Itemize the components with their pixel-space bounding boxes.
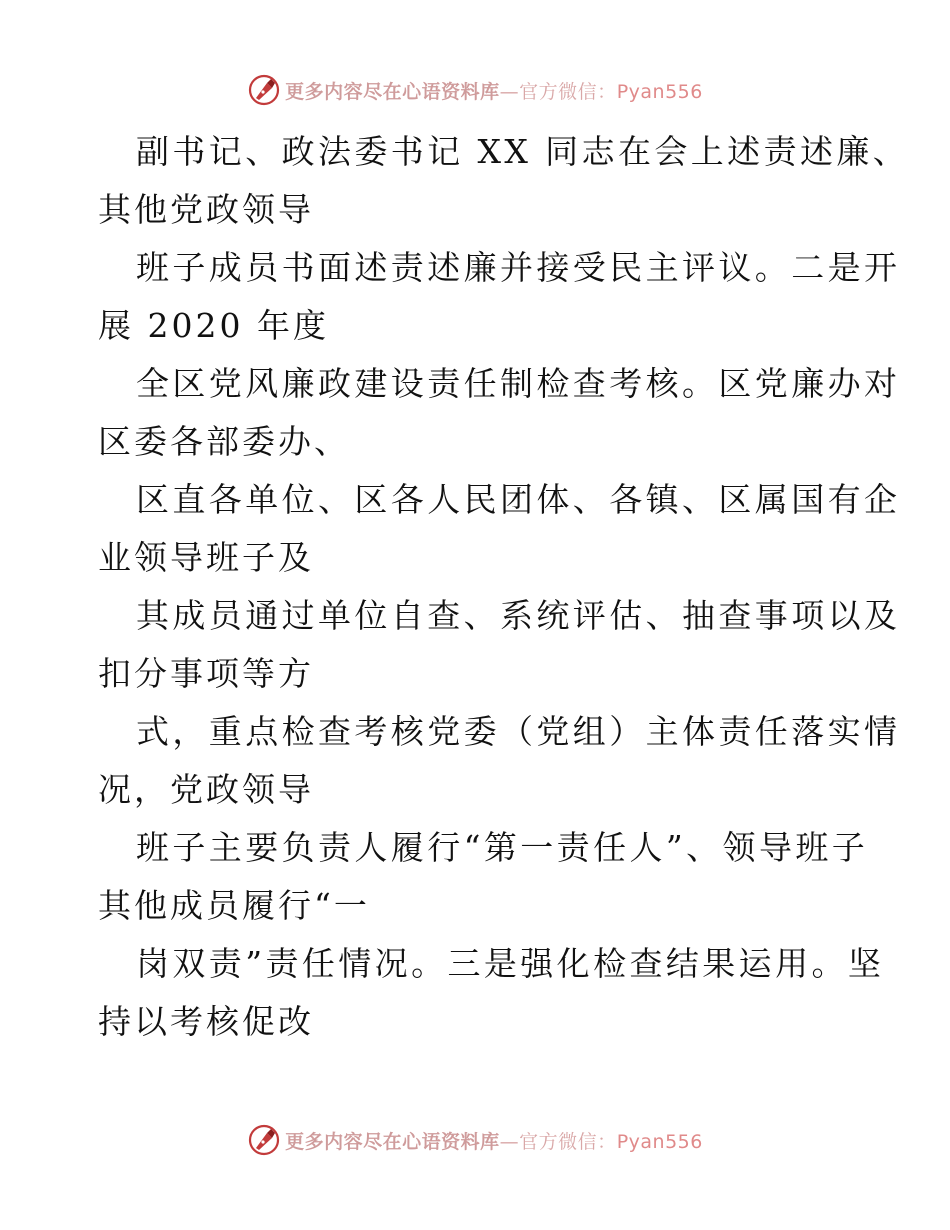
- body-line: 况，党政领导: [98, 770, 314, 809]
- watermark-text: [285, 77, 703, 104]
- watermark-wechat-id: Pyan556: [616, 1130, 703, 1153]
- pen-nib-logo-icon: [247, 73, 281, 107]
- footer-watermark: [0, 1120, 950, 1160]
- body-line: 岗双责”责任情况。三是强化检查结果运用。坚: [136, 944, 885, 983]
- watermark-text: [285, 1127, 703, 1154]
- body-line: 班子成员书面述责述廉并接受民主评议。二是开: [136, 248, 901, 287]
- body-line: 区委各部委办、: [98, 422, 350, 461]
- body-line: 其他成员履行“一: [98, 886, 370, 925]
- body-line: 展 2020 年度: [98, 306, 329, 345]
- watermark-wechat-label: 官方微信：: [519, 80, 617, 103]
- watermark-wechat-label: 官方微信：: [519, 1130, 617, 1153]
- header-watermark: [0, 70, 950, 110]
- body-line: 其他党政领导: [98, 190, 314, 229]
- document-body: [98, 123, 910, 1051]
- body-line: 副书记、政法委书记 XX 同志在会上述责述廉、: [136, 132, 910, 171]
- watermark-wechat-id: Pyan556: [616, 80, 703, 103]
- body-line: 持以考核促改: [98, 1002, 314, 1041]
- body-line: 式，重点检查考核党委（党组）主体责任落实情: [136, 712, 901, 751]
- watermark-dash: —: [499, 80, 520, 103]
- watermark-brand: 更多内容尽在心语资料库: [285, 80, 500, 103]
- body-line: 班子主要负责人履行“第一责任人”、领导班子: [136, 828, 869, 867]
- watermark-brand: 更多内容尽在心语资料库: [285, 1130, 500, 1153]
- body-line: 业领导班子及: [98, 538, 314, 577]
- body-line: 全区党风廉政建设责任制检查考核。区党廉办对: [136, 364, 901, 403]
- body-line: 其成员通过单位自查、系统评估、抽查事项以及: [136, 596, 901, 635]
- pen-nib-logo-icon: [247, 1123, 281, 1157]
- body-line: 区直各单位、区各人民团体、各镇、区属国有企: [136, 480, 901, 519]
- body-line: 扣分事项等方: [98, 654, 314, 693]
- watermark-dash: —: [499, 1130, 520, 1153]
